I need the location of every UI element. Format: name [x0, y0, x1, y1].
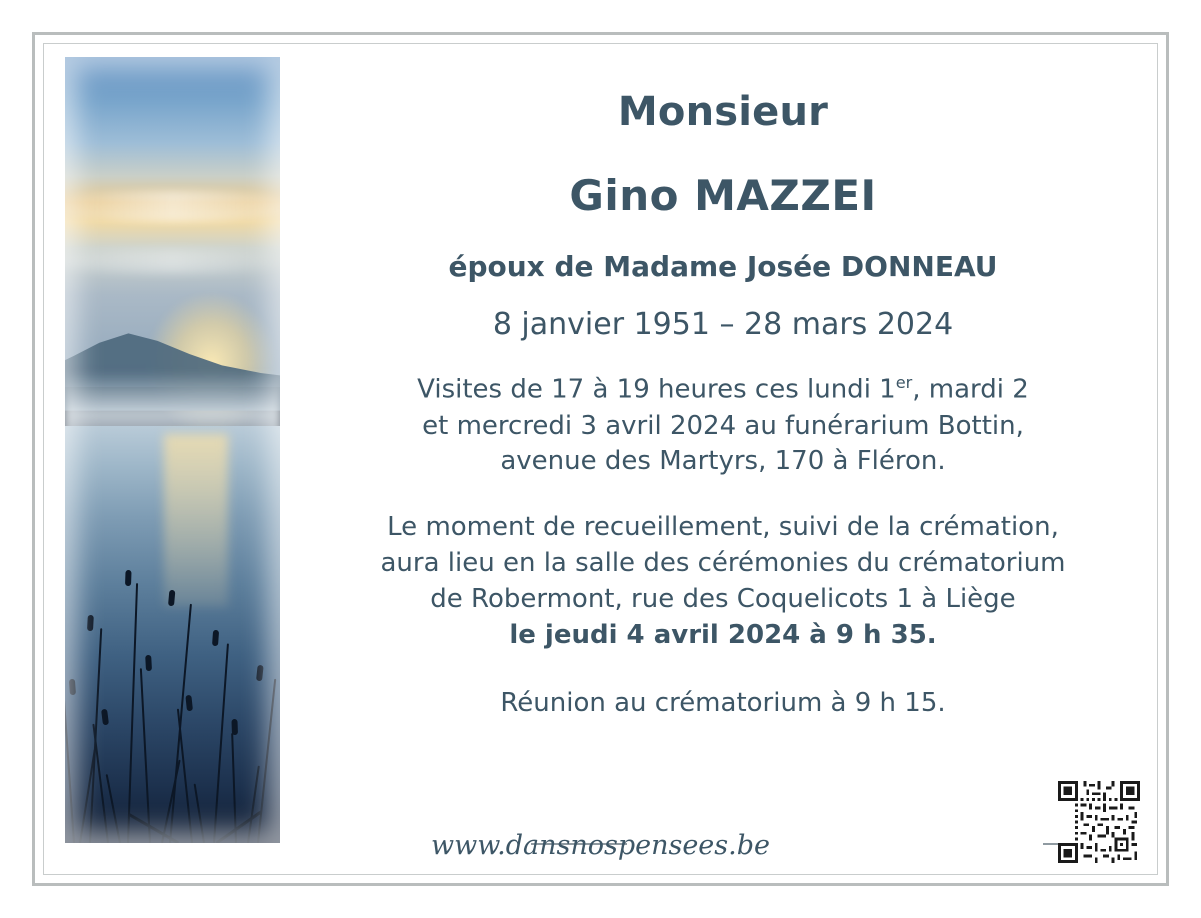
visits-line1-b: , mardi 2	[912, 374, 1029, 405]
visits-line3: avenue des Martyrs, 170 à Fléron.	[500, 446, 946, 477]
ceremony-paragraph	[303, 510, 1143, 654]
ceremony-line2: aura lieu en la salle des cérémonies du crématorium	[380, 548, 1066, 579]
deceased-name: Gino MAZZEI	[569, 171, 877, 220]
life-dates: 8 janvier 1951 – 28 mars 2024	[492, 307, 954, 342]
photo-vignette	[65, 57, 280, 843]
memorial-card	[32, 32, 1169, 886]
website-url[interactable]: www.dansnospensees.be	[430, 830, 770, 861]
deceased-title: Monsieur	[617, 89, 829, 135]
spouse-line: époux de Madame Josée DONNEAU	[448, 250, 998, 283]
ceremony-line3: de Robermont, rue des Coquelicots 1 à Liège	[430, 584, 1016, 615]
visits-paragraph	[303, 372, 1143, 480]
memorial-text-block	[303, 63, 1143, 718]
visits-line2: et mercredi 3 avril 2024 au funérarium Bottin,	[422, 410, 1024, 441]
reunion-line: Réunion au crématorium à 9 h 15.	[500, 687, 946, 718]
lake-sunrise-photo	[65, 57, 280, 843]
ceremony-datetime: le jeudi 4 avril 2024 à 9 h 35.	[509, 619, 937, 650]
visits-ordinal-suffix: er	[895, 373, 913, 392]
visits-line1-a: Visites de 17 à 19 heures ces lundi 1	[417, 374, 896, 405]
ceremony-line1: Le moment de recueillement, suivi de la crémation,	[387, 512, 1059, 543]
card-footer	[43, 809, 1158, 869]
qr-code[interactable]	[1058, 781, 1140, 863]
